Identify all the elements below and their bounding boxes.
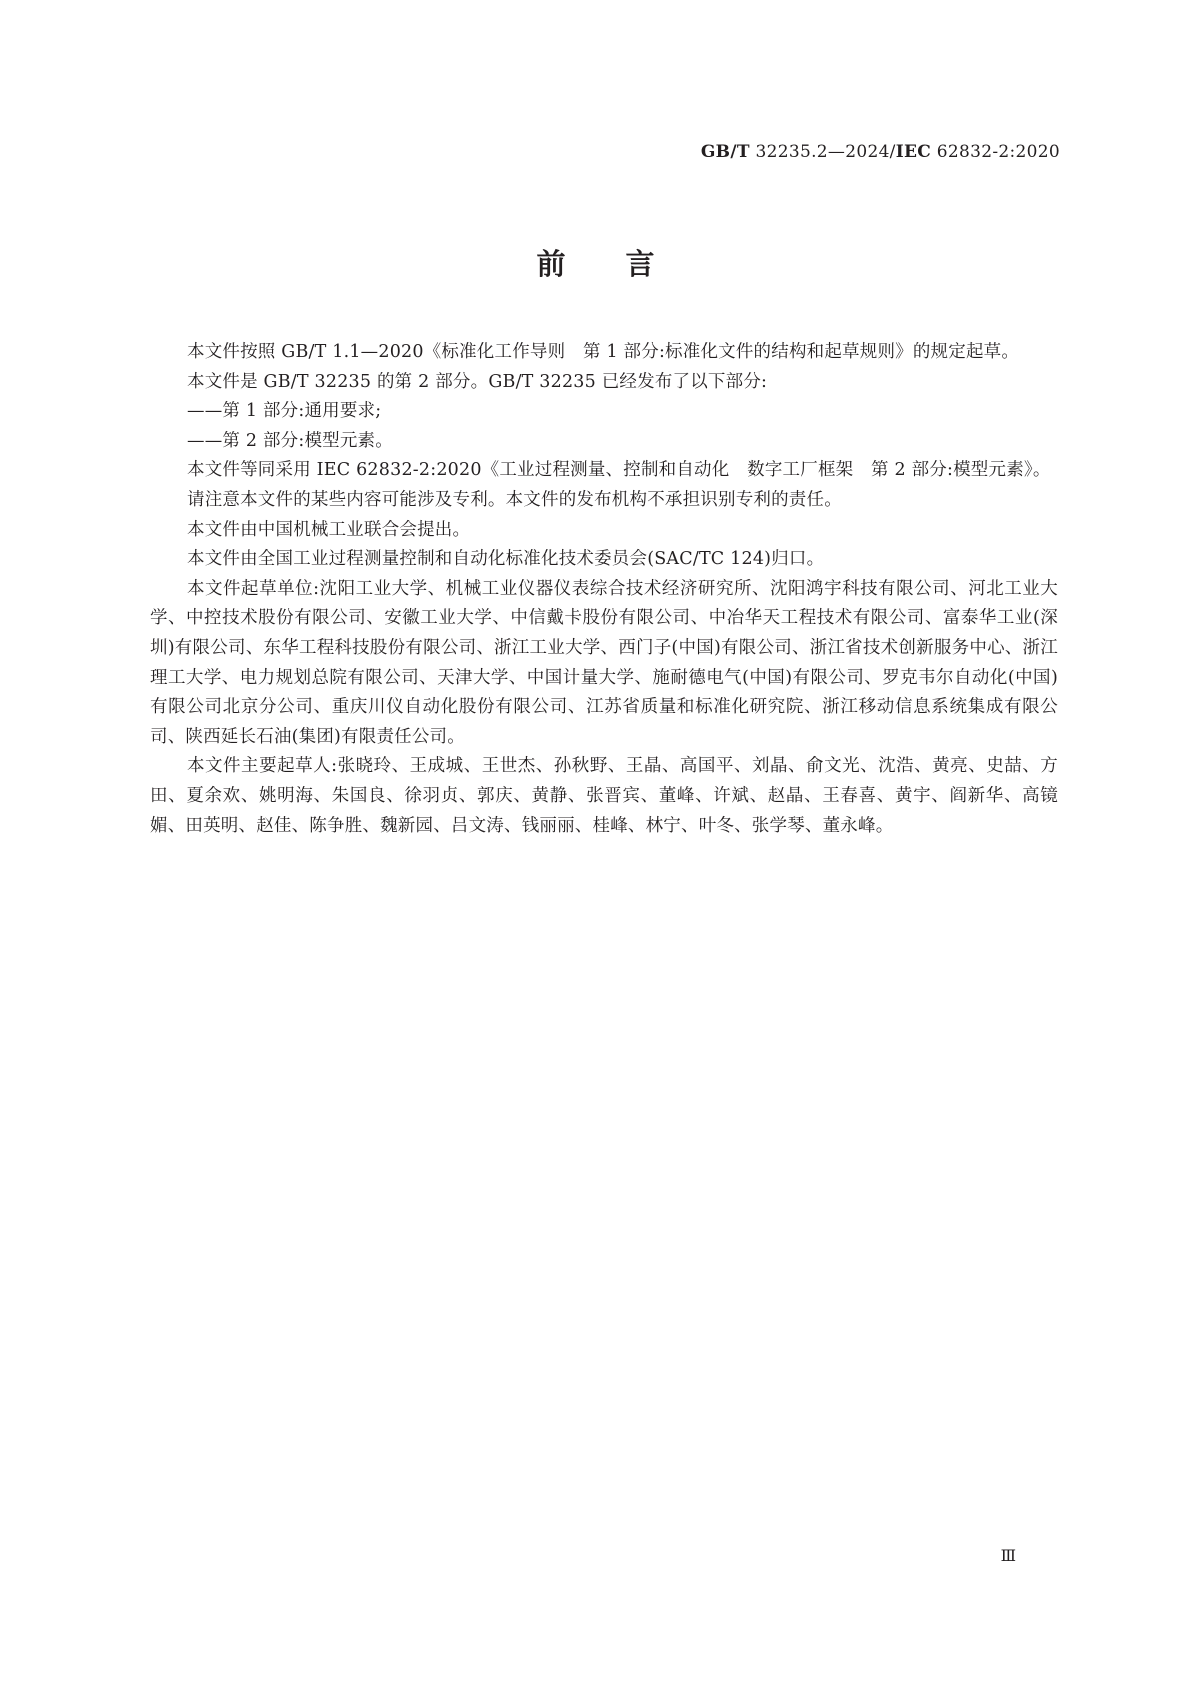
standard-code-iec-number: 62832-2:2020: [931, 142, 1060, 162]
paragraph-part-overview: 本文件是 GB/T 32235 的第 2 部分。GB/T 32235 已经发布了以下部分:: [187, 371, 768, 392]
paragraph-committee: 本文件由全国工业过程测量控制和自动化标准化技术委员会(SAC/TC 124)归口。: [187, 549, 825, 570]
paragraph-drafting-units: 本文件起草单位:沈阳工业大学、机械工业仪器仪表综合技术经济研究所、沈阳鸿宇科技有限公司、河北工业大学、中控技术股份有限公司、安徽工业大学、中信戴卡股份有限公司、中冶华天工程技术有限公司、富泰华工业(深圳)有限公司、东华工程科技股份有限公司、浙江工业大学、西门子(中国)有限公司、浙江省技术创新服务中心、浙江理工大学、电力规划总院有限公司、天津大学、中国计量大学、施耐德电气(中国)有限公司、罗克韦尔自动化(中国)有限公司北京分公司、重庆川仪自动化股份有限公司、江苏省质量和标准化研究院、浙江移动信息系统集成有限公司、陕西延长石油(集团)有限责任公司。: [150, 578, 1058, 747]
foreword-body: [150, 338, 1058, 841]
list-item-part-1: ——第 1 部分:通用要求;: [187, 401, 382, 422]
paragraph-drafters: 本文件主要起草人:张晓玲、王成城、王世杰、孙秋野、王晶、高国平、刘晶、俞文光、沈浩、黄亮、史喆、方田、夏余欢、姚明海、朱国良、徐羽贞、郭庆、黄静、张晋宾、董峰、许斌、赵晶、王春喜、黄宇、阎新华、高镜媚、田英明、赵佳、陈争胜、魏新园、吕文涛、钱丽丽、桂峰、林宁、叶冬、张学琴、董永峰。: [150, 756, 1058, 836]
standard-code-header: [701, 140, 1060, 164]
paragraph-drafting-rules: 本文件按照 GB/T 1.1—2020《标准化工作导则 第 1 部分:标准化文件的结构和起草规则》的规定起草。: [187, 342, 1020, 362]
page-title: 前言: [536, 247, 715, 281]
page-number: Ⅲ: [1000, 1546, 1016, 1565]
paragraph-proposer: 本文件由中国机械工业联合会提出。: [187, 519, 471, 540]
standard-code-prefix: GB/T: [700, 142, 750, 162]
list-item-part-2: ——第 2 部分:模型元素。: [187, 430, 393, 451]
standard-code-iec: IEC: [895, 142, 932, 162]
standard-code-number: 32235.2—2024/: [749, 142, 896, 162]
paragraph-iec-adoption: 本文件等同采用 IEC 62832-2:2020《工业过程测量、控制和自动化 数字工厂框架 第 2 部分:模型元素》。: [187, 460, 1051, 481]
paragraph-patent-notice: 请注意本文件的某些内容可能涉及专利。本文件的发布机构不承担识别专利的责任。: [187, 489, 842, 510]
